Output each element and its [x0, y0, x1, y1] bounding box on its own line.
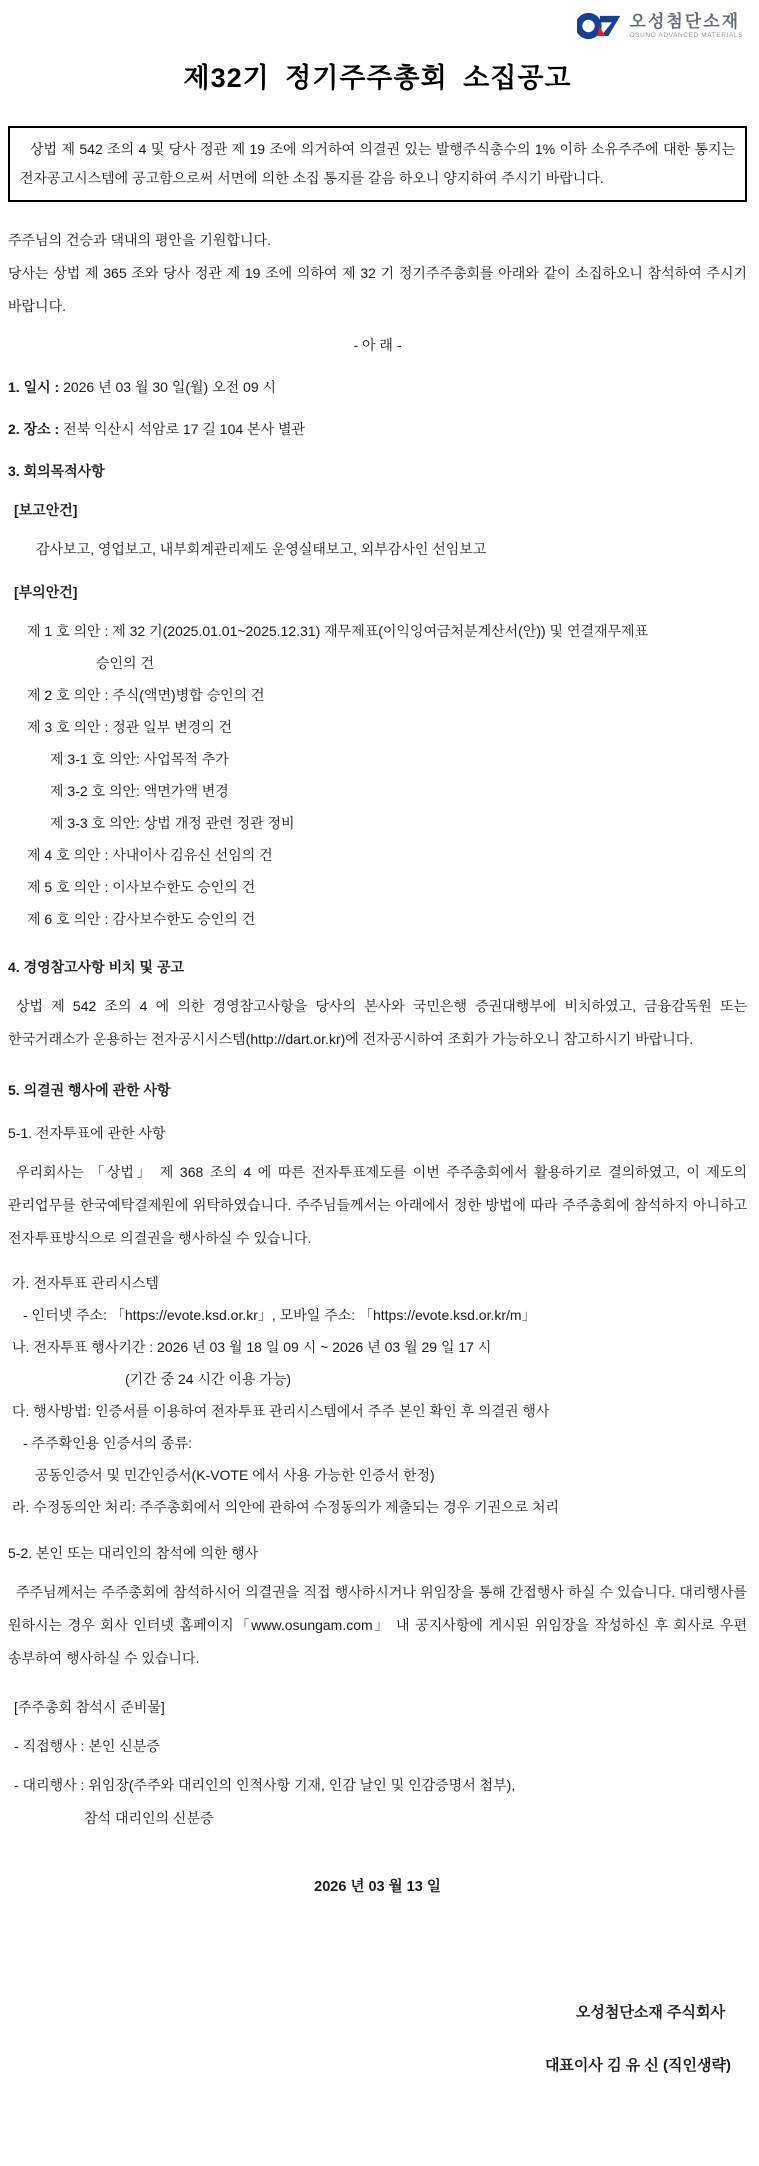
purpose-title: 3. 회의목적사항	[8, 463, 105, 479]
evote-period-line: 나. 전자투표 행사기간 : 2026 년 03 월 18 일 09 시 ~ 2026 년 03 월 29 일 17 시	[12, 1339, 492, 1355]
agenda-item-1: 제 1 호 의안 : 제 32 기(2025.01.01~2025.12.31) 재무제표(이익잉여금처분계산서(안)) 및 연결재무제표	[27, 623, 649, 639]
section5-1-body: 우리회사는 「상법」 제 368 조의 4 에 따른 전자투표제도를 이번 주주총회에서 활용하기로 결의하였고, 이 제도의 관리업무를 한국예탁결제원에 위탁하였습니다. 주주님들께서는 아래에서 정한 방법에 따라 주주총회에 참석하지 아니하고 전자투표방식으로 의결권을 행사하실 수 있습니다.	[8, 1164, 747, 1246]
logo-text	[630, 13, 743, 40]
agenda-item-3: 제 3 호 의안 : 정관 일부 변경의 건	[27, 719, 233, 735]
logo-english-name: OSUNG ADVANCED MATERIALS	[629, 31, 743, 39]
evote-system-line: 가. 전자투표 관리시스템	[12, 1275, 159, 1291]
evote-method-line: 다. 행사방법: 인증서를 이용하여 전자투표 관리시스템에서 주주 본인 확인 후 의결권 행사	[12, 1403, 550, 1419]
greeting-text: 주주님의 건승과 댁내의 평안을 기원합니다.	[8, 232, 271, 248]
section5-2-body: 주주님께서는 주주총회에 참석하시어 의결권을 직접 행사하시거나 위임장을 통해 간접행사 하실 수 있습니다. 대리행사를 원하시는 경우 회사 인터넷 홈페이지「www.osungam.com」 내 공지사항에 게시된 위임장을 작성하신 후 회사로 우편 송부하여 행사하실 수 있습니다.	[8, 1584, 747, 1666]
evote-period-note: (기간 중 24 시간 이용 가능)	[125, 1371, 292, 1387]
ceo-signature: 대표이사 김 유 신 (직인생략)	[544, 2057, 731, 2074]
agenda-item-6: 제 6 호 의안 : 감사보수한도 승인의 건	[27, 911, 256, 927]
section5-title: 5. 의결권 행사에 관한 사항	[8, 1082, 171, 1098]
intro-paragraph: 당사는 상법 제 365 조와 당사 정관 제 19 조에 의하여 제 32 기 정기주주총회를 아래와 같이 소집하오니 참석하여 주시기 바랍니다.	[8, 265, 747, 314]
section5-2-title: 5-2. 본인 또는 대리인의 참석에 의한 행사	[8, 1545, 259, 1561]
prep-proxy-line: - 대리행사 : 위임장(주주와 대리인의 인적사항 기재, 인감 날인 및 인감증명서 첨부),	[14, 1777, 516, 1793]
agenda-item-3-3: 제 3-3 호 의안: 상법 개정 관련 정관 정비	[50, 815, 295, 831]
evote-url-line: - 인터넷 주소: 「https://evote.ksd.or.kr」, 모바일 주소: 「https://evote.ksd.or.kr/m」	[23, 1307, 536, 1323]
prep-proxy-cont-line: 참석 대리인의 신분증	[84, 1810, 214, 1826]
section4-body: 상법 제 542 조의 4 에 의한 경영참고사항을 당사의 본사와 국민은행 증권대행부에 비치하였고, 금융감독원 또는 한국거래소가 운용하는 전자공시시스템(http://dart.or.kr)에 전자공시하여 조회가 가능하오니 참고하시기 바랍니다.	[8, 998, 747, 1047]
notice-date: 2026 년 03 월 13 일	[314, 1879, 441, 1895]
proposal-agenda-header: [부의안건]	[14, 584, 78, 600]
company-name: 오성첨단소재 주식회사	[575, 2004, 725, 2021]
datetime-value: 2026 년 03 월 30 일(월) 오전 09 시	[63, 379, 277, 395]
company-logo	[8, 6, 747, 46]
agenda-item-4: 제 4 호 의안 : 사내이사 김유신 선임의 건	[27, 847, 273, 863]
below-divider: - 아 래 -	[353, 337, 402, 353]
agenda-item-3-1: 제 3-1 호 의안: 사업목적 추가	[50, 751, 229, 767]
cert-type-line: - 주주확인용 인증서의 종류:	[23, 1435, 192, 1451]
logo-korean-name: 오성첨단소재	[629, 11, 741, 31]
prep-direct-line: - 직접행사 : 본인 신분증	[14, 1738, 160, 1754]
osung-logo-icon	[577, 11, 623, 41]
section4-title: 4. 경영참고사항 비치 및 공고	[8, 959, 184, 975]
amendment-line: 라. 수정동의안 처리: 주주총회에서 의안에 관하여 수정동의가 제출되는 경우 기권으로 처리	[12, 1499, 560, 1515]
page-title: 제32기 정기주주총회 소집공고	[183, 63, 572, 93]
datetime-label: 1. 일시 :	[8, 379, 60, 395]
agenda-item-2: 제 2 호 의안 : 주식(액면)병합 승인의 건	[27, 687, 265, 703]
agenda-item-5: 제 5 호 의안 : 이사보수한도 승인의 건	[27, 879, 256, 895]
agenda-item-3-2: 제 3-2 호 의안: 액면가액 변경	[50, 783, 229, 799]
section5-1-title: 5-1. 전자투표에 관한 사항	[8, 1125, 166, 1141]
report-agenda-header: [보고안건]	[14, 502, 78, 518]
agenda-item-1-cont: 승인의 건	[96, 655, 154, 671]
location-label: 2. 장소 :	[8, 421, 60, 437]
location-line	[8, 413, 747, 446]
datetime-line	[8, 371, 747, 404]
report-agenda-items: 감사보고, 영업보고, 내부회계관리제도 운영실태보고, 외부감사인 선임보고	[36, 541, 487, 557]
preparation-header: [주주총회 참석시 준비물]	[14, 1699, 165, 1715]
cert-detail-line: 공동인증서 및 민간인증서(K-VOTE 에서 사용 가능한 인증서 한정)	[35, 1467, 435, 1483]
notice-box: 상법 제 542 조의 4 및 당사 정관 제 19 조에 의거하여 의결권 있는 발행주식총수의 1% 이하 소유주주에 대한 통지는 전자공고시스템에 공고함으로써 서면에 의한 소집 통지를 갈음 하오니 양지하여 주시기 바랍니다.	[8, 126, 747, 202]
location-value: 전북 익산시 석암로 17 길 104 본사 별관	[63, 421, 306, 437]
